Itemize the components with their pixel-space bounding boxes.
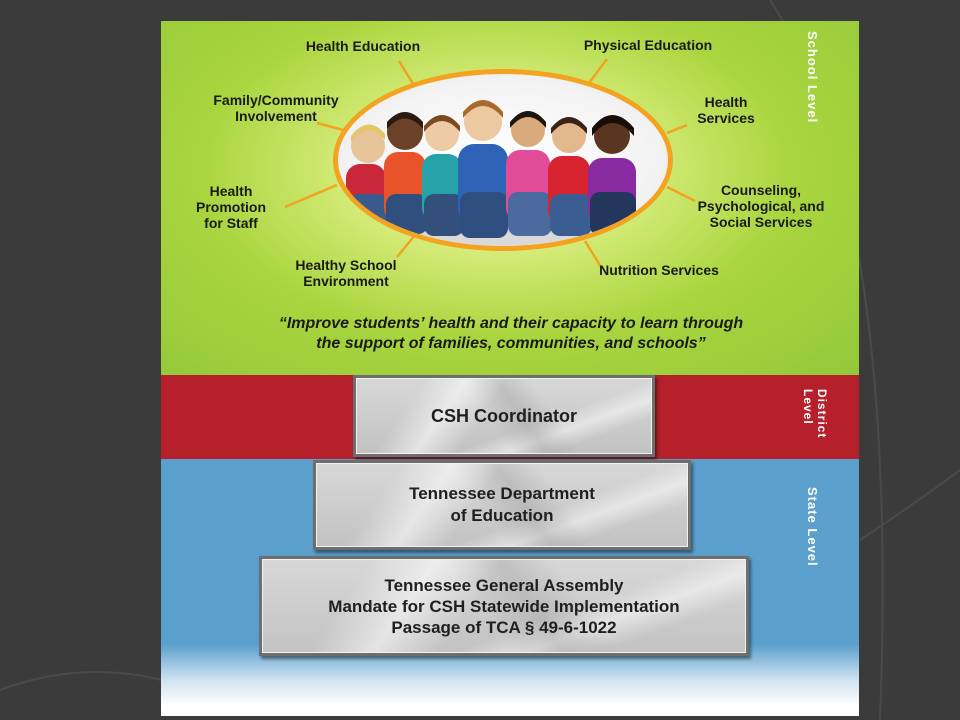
csh-coordinator-label: CSH Coordinator <box>431 405 577 426</box>
tn-department-education-label: Tennessee Department of Education <box>409 484 595 525</box>
component-nutrition-services: Nutrition Services <box>599 262 719 278</box>
csh-coordinator-block <box>353 375 655 457</box>
component-healthy-school-environment: Healthy School Environment <box>295 257 397 289</box>
children-photo <box>333 69 673 251</box>
tn-general-assembly-label: Tennessee General Assembly Mandate for CSH Statewide Implementation Passage of TCA § 49-6-1022 <box>328 575 680 637</box>
tn-department-education-block <box>313 460 691 550</box>
district-level-label: District Level <box>801 389 829 439</box>
component-health-promotion-staff: Health Promotion for Staff <box>196 183 266 231</box>
component-physical-education: Physical Education <box>583 37 713 53</box>
component-health-education: Health Education <box>305 38 421 54</box>
csh-diagram-panel <box>161 21 859 716</box>
component-counseling-services: Counseling, Psychological, and Social Services <box>697 182 825 230</box>
school-level-section <box>161 21 859 375</box>
component-health-services: Health Services <box>697 94 755 126</box>
component-family-community-involvement: Family/Community Involvement <box>213 92 339 124</box>
state-level-label: State Level <box>805 487 820 567</box>
children-group-photo-icon <box>338 74 668 246</box>
tn-general-assembly-block <box>259 556 749 656</box>
school-level-label: School Level <box>805 31 820 124</box>
mission-quote: “Improve students’ health and their capacity to learn through the support of families, communities, and schools” <box>278 315 744 352</box>
